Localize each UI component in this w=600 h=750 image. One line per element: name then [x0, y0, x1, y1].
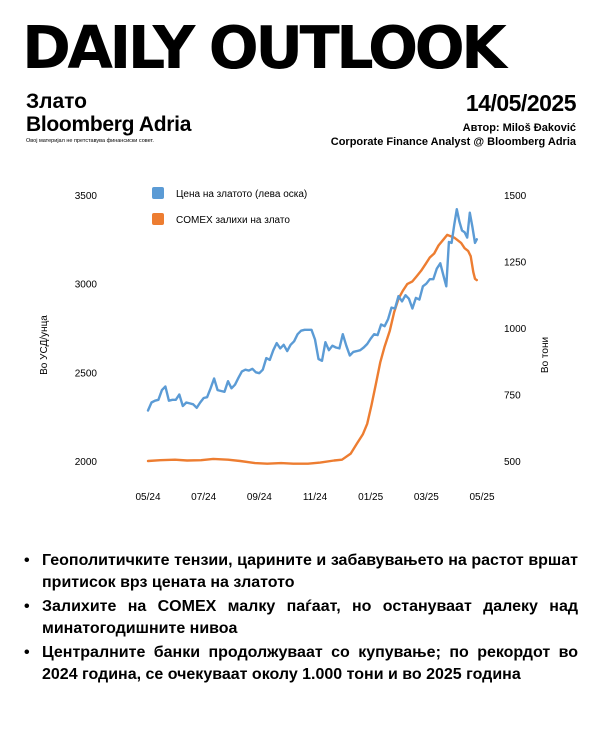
left-axis-label: Во УСД/унца [39, 315, 50, 375]
left-tick-label: 3000 [74, 279, 97, 291]
gold-price-comex-chart [0, 175, 600, 520]
x-tick-label: 11/24 [302, 492, 328, 503]
author-line: Автор: Miloš Đaković [462, 122, 576, 134]
key-points-list [22, 550, 578, 688]
right-tick-label: 750 [504, 390, 521, 402]
left-tick-label: 2500 [74, 368, 97, 380]
key-point: • Залихите на COMEX малку паѓаат, но остануваат далеку над минатогодишните нивоа [22, 596, 578, 640]
author-role: Corporate Finance Analyst @ Bloomberg Adria [330, 136, 576, 148]
right-tick-label: 500 [504, 457, 521, 468]
x-tick-label: 05/25 [469, 492, 495, 503]
legend-label: Цена на златото (лева оска) [176, 189, 308, 200]
disclaimer: Овој материјал не претставува финансиски совет. [26, 138, 154, 144]
x-axis-ticks [135, 492, 494, 503]
right-axis-ticks [504, 191, 527, 468]
right-tick-label: 1000 [504, 324, 527, 335]
legend-swatch [152, 187, 164, 199]
legend-swatch [152, 213, 164, 225]
x-tick-label: 09/24 [246, 492, 272, 503]
right-axis-label: Во тони [540, 336, 551, 374]
right-tick-label: 1500 [504, 191, 527, 202]
topic-title: Злато [26, 90, 88, 113]
key-point: • Геополитичките тензии, царините и забавувањето на растот вршат притисок врз цената на златото [22, 550, 578, 594]
report-date: 14/05/2025 [465, 90, 576, 116]
x-tick-label: 01/25 [358, 492, 384, 503]
left-tick-label: 3500 [74, 191, 97, 202]
right-tick-label: 1250 [504, 257, 527, 269]
chart-legend [152, 187, 307, 226]
brand-name: Bloomberg Adria [26, 113, 192, 136]
chart-series [148, 209, 477, 464]
left-axis-ticks [75, 191, 98, 468]
gold-price-line [148, 209, 477, 410]
masthead-title: DAILY OUTLOOK [22, 13, 504, 82]
comex-stocks-line [148, 235, 477, 464]
legend-label: COMEX залихи на злато [176, 215, 290, 226]
key-point: • Централните банки продолжуваат со купување; по рекордот во 2024 година, се очекуваат околу 1.000 тони и во 2025 година [22, 642, 578, 686]
left-tick-label: 2000 [74, 457, 97, 468]
x-tick-label: 03/25 [413, 492, 439, 503]
x-tick-label: 07/24 [191, 492, 217, 503]
x-tick-label: 05/24 [135, 492, 161, 503]
